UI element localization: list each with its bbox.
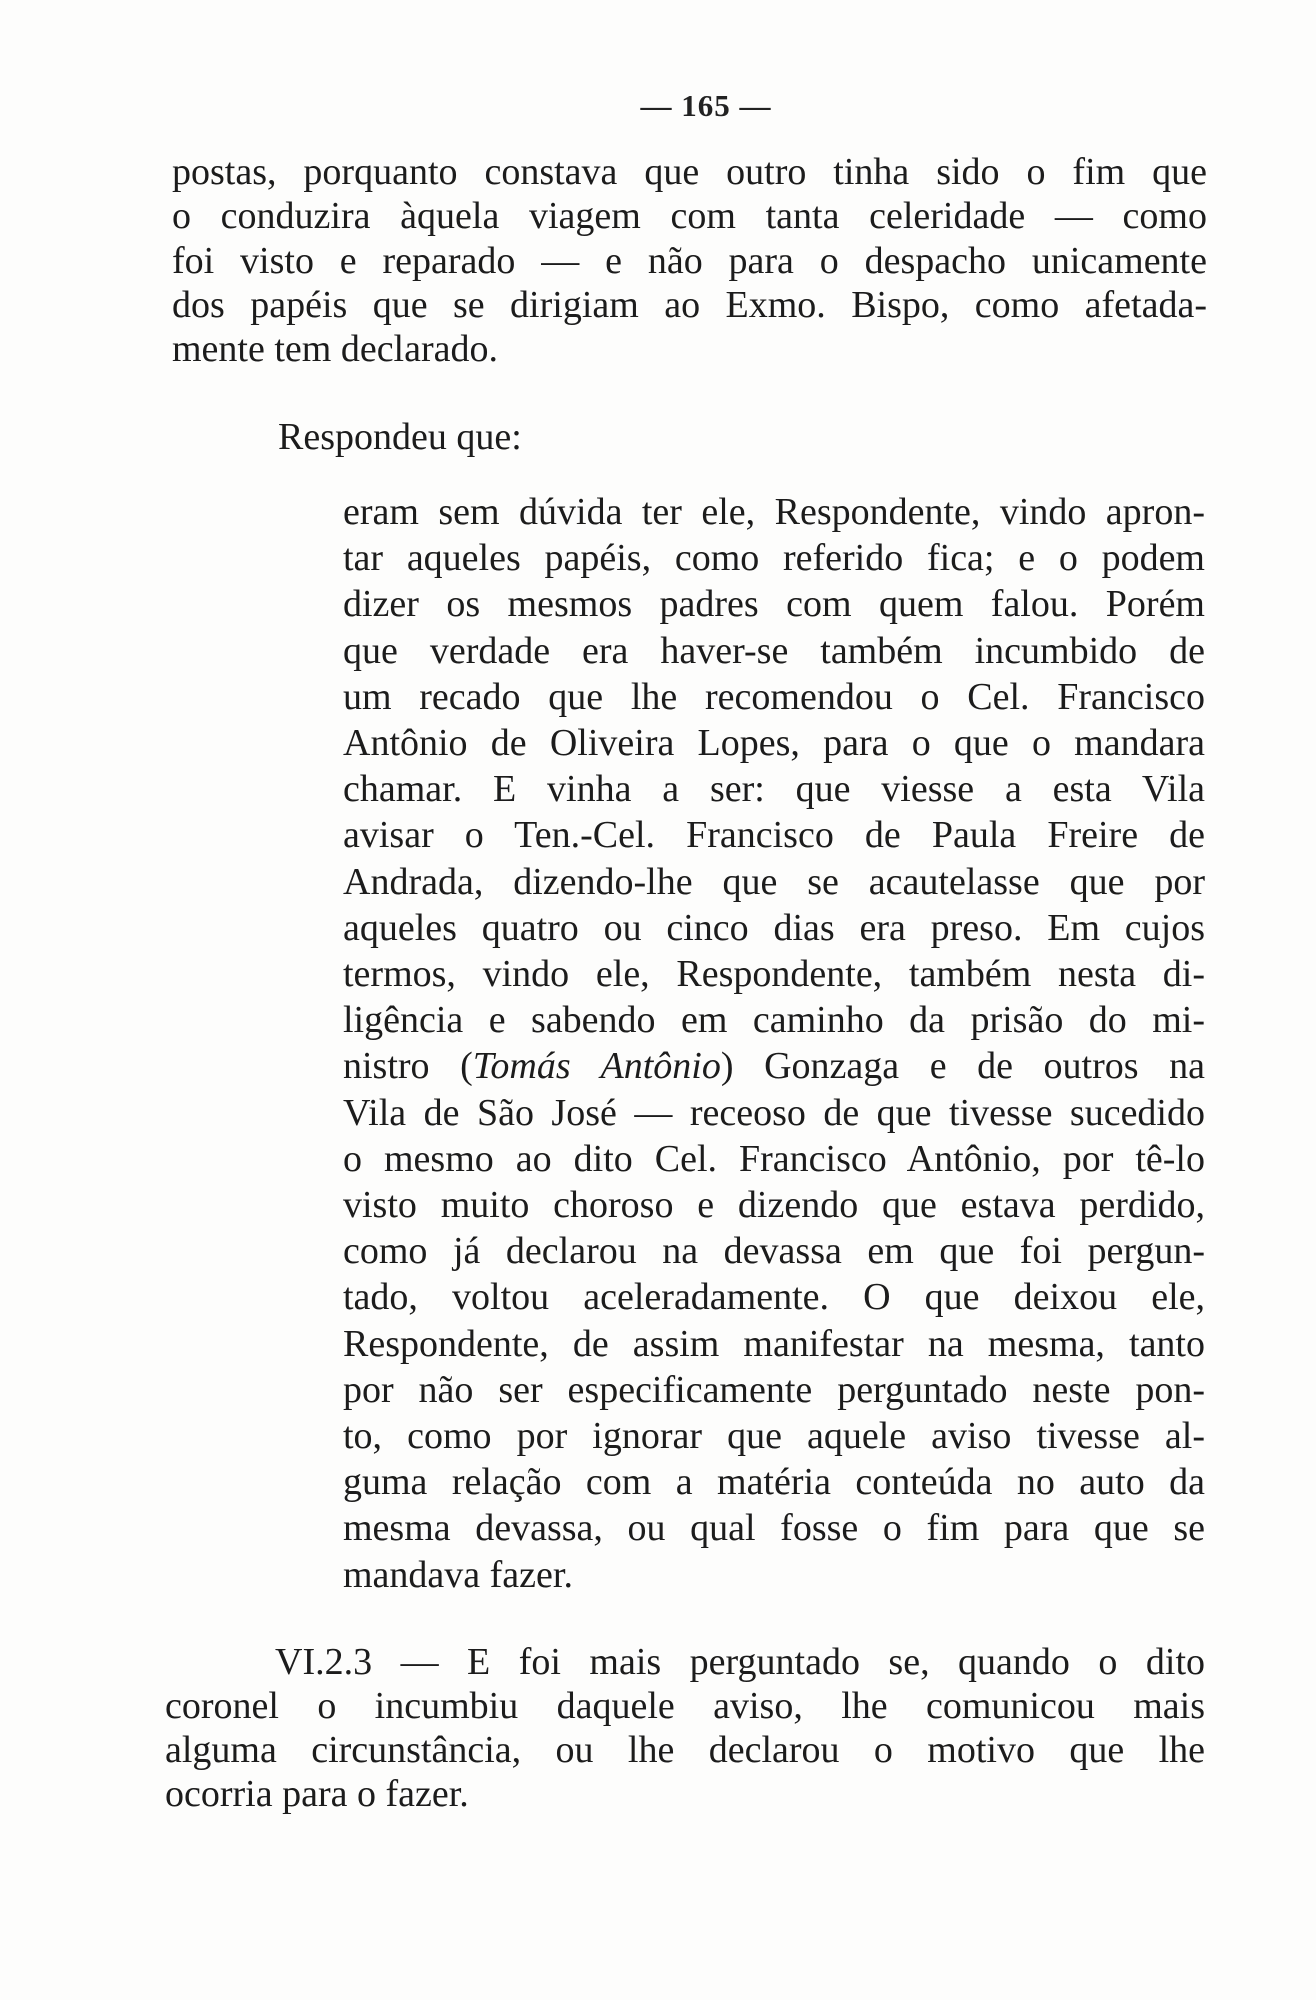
text-line: o mesmo ao dito Cel. Francisco Antônio, por tê-lo [343, 1137, 1205, 1180]
text-line: Andrada, dizendo-lhe que se acautelasse que por [343, 860, 1205, 903]
text-segment: ) Gonzaga e de outros na [720, 1045, 1205, 1088]
text-line: coronel o incumbiu daquele aviso, lhe comunicou mais [165, 1685, 1205, 1727]
response-block [343, 489, 1205, 1598]
text-line: chamar. E vinha a ser: que viesse a esta Vila [343, 768, 1205, 811]
text-line: mente tem declarado. [172, 328, 499, 371]
text-line: que verdade era haver-se também incumbido de [343, 629, 1205, 672]
text-line: mandava fazer. [343, 1553, 573, 1596]
paragraph-1 [172, 150, 1207, 371]
text-line: como já declarou na devassa em que foi pergun- [343, 1230, 1205, 1273]
text-line: guma relação com a matéria conteúda no auto da [343, 1461, 1205, 1504]
text-line: eram sem dúvida ter ele, Respondente, vindo apron- [343, 491, 1205, 533]
text-line: Antônio de Oliveira Lopes, para o que o mandara [343, 722, 1205, 765]
text-line: dizer os mesmos padres com quem falou. Porém [343, 583, 1205, 626]
text-line: dos papéis que se dirigiam ao Exmo. Bispo, como afetada- [172, 283, 1207, 326]
italic-name: Tomás Antônio [472, 1045, 721, 1088]
text-line: ligência e sabendo em caminho da prisão do mi- [343, 999, 1205, 1042]
response-intro: Respondeu que: [278, 416, 522, 458]
paragraph-3 [165, 1640, 1205, 1816]
text-line: aqueles quatro ou cinco dias era preso. Em cujos [343, 906, 1205, 949]
text-line: foi visto e reparado — e não para o despacho unicamente [172, 239, 1207, 282]
text-line: um recado que lhe recomendou o Cel. Francisco [343, 675, 1205, 718]
text-line: o conduzira àquela viagem com tanta celeridade — como [172, 195, 1207, 238]
text-line: avisar o Ten.-Cel. Francisco de Paula Freire de [343, 814, 1205, 857]
page-number: — 165 — [640, 88, 772, 123]
text-line: to, como por ignorar que aquele aviso tivesse al- [343, 1415, 1205, 1458]
text-line: postas, porquanto constava que outro tinha sido o fim que [172, 151, 1207, 193]
text-line: visto muito choroso e dizendo que estava perdido, [343, 1184, 1205, 1227]
text-line: Vila de São José — receoso de que tivesse sucedido [343, 1091, 1205, 1134]
text-line: tar aqueles papéis, como referido fica; e o podem [343, 537, 1205, 580]
text-line: ocorria para o fazer. [165, 1773, 469, 1815]
text-segment: nistro ( [343, 1045, 473, 1088]
text-line: por não ser especificamente perguntado neste pon- [343, 1368, 1205, 1411]
text-line: alguma circunstância, ou lhe declarou o motivo que lhe [165, 1729, 1205, 1771]
text-line: termos, vindo ele, Respondente, também nesta di- [343, 953, 1205, 996]
text-line: tado, voltou aceleradamente. O que deixou ele, [343, 1276, 1205, 1319]
text-line: VI.2.3 — E foi mais perguntado se, quando o dito [275, 1641, 1205, 1683]
text-line-with-italic [343, 1043, 1205, 1089]
text-line: Respondente, de assim manifestar na mesma, tanto [343, 1322, 1205, 1365]
text-line: mesma devassa, ou qual fosse o fim para que se [343, 1507, 1205, 1550]
